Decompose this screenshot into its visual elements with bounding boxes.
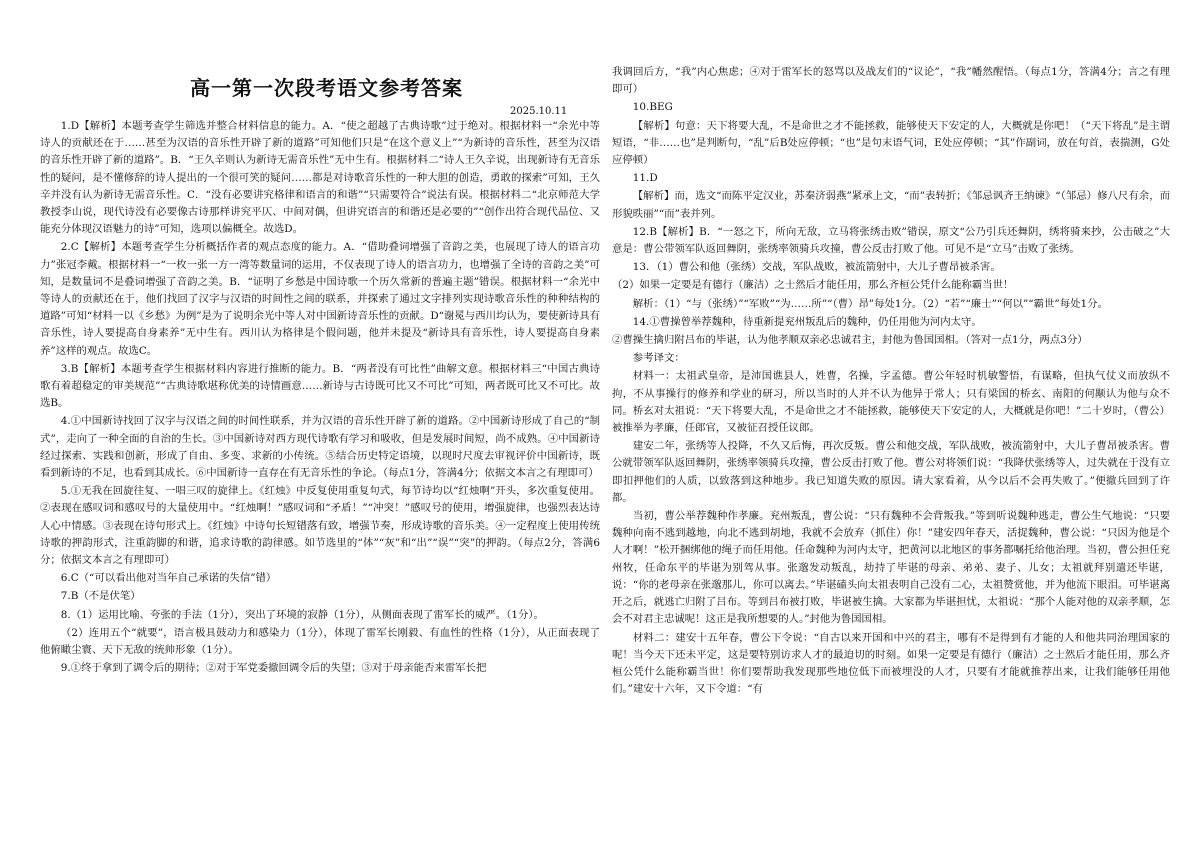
translation-wei-zhong: 当初，曹公举荐魏种作孝廉。兖州叛乱，曹公说：“只有魏种不会背叛我。”等到听说魏种逃走，曹公生气地说：“只要魏种向南不逃到越地，向北不逃到胡地，我就不会放弃（抓住）你！”建安四年春天，活捉魏种，曹公说：“只因为他是个人才啊！”松开捆绑他的绳子而任用他。任命魏种为河内太守，把黄河以北地区的事务都嘱托给他治理。当初，曹公担任兖州牧，任命东平的毕谌为别驾从事。张邈发动叛乱，劫持了毕谌的母亲、弟弟、妻子、儿女；太祖就拜别遣还毕谌，说：“你的老母亲在张邈那儿，你可以离去。”毕谌磕头向太祖表明自己没有二心，太祖赞赏他，并为他流下眼泪。可毕谌离开之后，就逃亡归附了吕布。等到吕布被打败，毕谌被生擒。大家都为毕谌担忧，太祖说：“那个人能对他的双亲孝顺，怎会不对君主忠诚呢！这正是我所想要的人。”封他为鲁国国相。: [612, 510, 1170, 626]
answer-13-2: （2）如果一定要是有德行（廉洁）之士然后才能任用，那么齐桓公凭什么能称霸当世！: [612, 279, 1014, 292]
answer-14-2: ②曹操生擒归附吕布的毕谌，认为他孝顺双亲必忠诚君主，封他为鲁国国相。（答对一点1分，两点3分）: [612, 334, 1088, 347]
document-date: 2025.10.11: [510, 106, 568, 117]
answer-2: 2.C【解析】本题考查学生分析概括作者的观点态度的能力。A．“借助叠词增强了音韵之美，也展现了诗人的语言功力”张冠李戴。根据材料一“一枚一张一方一湾等数量词的运用，不仅表现了诗人的语言功力，也增强了全诗的音韵之美”可知，是数量词不是叠词增强了音韵之美。B．“证明了乡愁是中国诗歌一个历久常新的普遍主题”错误。根据材料一“余光中等诗人的贡献还在于，他们找回了汉字与汉语的时间性之间的联系，并探索了通过文字排列实现诗歌音乐性的种种结构的道路”可知“材料一以《乡愁》为例”是为了说明余光中等人对中国新诗音乐性的贡献。D“谢冕与西川均认为，要使新诗具有音乐性，诗人要提高自身素养”无中生有。西川认为格律是个假问题，他并未提及“新诗具有音乐性，诗人要提高自身素养”这样的观点。故选C。: [40, 241, 600, 357]
answer-10-analysis: 【解析】句意：天下将要大乱，不是命世之才不能拯救，能够使天下安定的人，大概就是你吧！（“天下将乱”是主谓短语，“非……也”是判断句，“乱”后B处应停顿；“也”是句末语气词，E处应停顿；“其”作副词，放在句首，表揣测，G处应停顿）: [612, 119, 1170, 167]
answer-5: 5.①无我在回旋往复、一唱三叹的旋律上。《红烛》中反复使用重复句式，每节诗均以“红烛啊”开头，多次重复使用。②表现在感叹词和感叹号的大量使用中。“红烛啊！”感叹词和“矛盾！”“冲突！”感叹号的使用，增强旋律，也强烈表达诗人心中情感。③表现在诗句形式上。《红烛》中诗句长短错落有致，增强节奏，形成诗歌的音乐美。④一定程度上使用传统诗歌的押韵形式，注重韵脚的和谐，追求诗歌的韵律感。如节选里的“体”“灰”和“出”“误”“突”的押韵。（每点2分，答满6分；依据文本言之有理即可）: [40, 485, 600, 567]
answer-9-continued: 我调回后方，“我”内心焦虑；④对于雷军长的怒骂以及战友们的“议论”，“我”幡然醒悟。（每点1分，答满4分；言之有理即可）: [612, 66, 1170, 96]
translation-material-2: 材料二：建安十五年春，曹公下令说：“自古以来开国和中兴的君主，哪有不是得到有才能的人和他共同治理国家的呢！当今天下还未平定，这是要特别访求人才的最迫切的时刻。如果一定要是有德行（廉洁）之士然后才能任用，那么齐桓公凭什么能称霸当世！你们要帮助我发现那些地位低下而被埋没的人才，只要有才能就推荐出来，让我们能够任用他们。”建安十六年，又下令道：“有: [612, 631, 1170, 696]
answer-3: 3.B【解析】本题考查学生根据材料内容进行推断的能力。B．“两者没有可比性”曲解文意。根据材料三“中国古典诗歌有着超稳定的审美规范”“古典诗歌堪称优美的诗情画意……新诗与古诗既可比又不可比”可知，两者既可比又不可比。故选B。: [40, 362, 600, 410]
translation-heading: 参考译文：: [632, 352, 685, 365]
answer-6: 6.C（“可以看出他对当年自己承诺的失信”错）: [60, 572, 277, 585]
answer-1: 1.D【解析】本题考查学生筛选并整合材料信息的能力。A．“使之超越了古典诗歌”过于绝对。根据材料一“余光中等诗人的贡献还在于……甚至为汉语的音乐性开辟了新的道路”可知他们只是“在这个意义上”“为新诗的音乐性，甚至为汉语的音乐性开辟了新的道路”。B．“王久辛则认为新诗无需音乐性”无中生有。根据材料二“诗人王久辛说，出现新诗有无音乐性的疑问，是不懂修辞的诗人提出的一个很可笑的疑问……都是对诗歌音乐性的一种大胆的创造，勇敢的探索”可知，王久辛并没有认为新诗无需音乐性。C．“没有必要讲究格律和语言的和谐”“只需要符合”说法有误。根据材料二“北京师范大学教授李山说，现代诗没有必要像古诗那样讲究平仄、中间对偶，但讲究语言的和谐还是必要的”“创作出符合现代品位、又能充分体现汉语魅力的诗”可知，选项以偏概全。故选D。: [40, 120, 600, 236]
answer-9: 9.①终于拿到了调令后的期待；②对于军党委撤回调令后的失望；③对于母亲能否来雷军长把: [60, 662, 487, 675]
answer-8-2: （2）连用五个“就要”，语言极具鼓动力和感染力（1分），体现了雷军长刚毅、有血性的性格（1分），从正面表现了他俯瞰尘寰、天下无敌的统帅形象（1分）。: [40, 626, 600, 657]
answer-13-1: 13．（1）曹公和他（张绣）交战，军队战败，被流箭射中，大儿子曹昂被杀害。: [632, 261, 1001, 274]
answer-13-analysis: 解析：（1）“与（张绣）”“军败”“为……所”“（曹）昂”每处1分。（2）“若”“廉士”“何以”“霸世”每处1分。: [632, 297, 1108, 310]
answer-8-1: 8.（1）运用比喻、夸张的手法（1分），突出了环境的寂静（1分），从侧面表现了雷军长的威严。（1分）。: [60, 608, 544, 621]
answer-14-1: 14.①曹操曾举荐魏种，待重新提兖州叛乱后的魏种，仍任用他为河内太守。: [632, 315, 982, 328]
translation-jian-an-2: 建安二年，张绣等人投降，不久又后悔，再次反叛。曹公和他交战，军队战败，被流箭射中，大儿子曹昂被杀害。曹公就带领军队返回舞阴，张绣率领骑兵攻撞，曹公反击打败了他。曹公对将领们说：“我降伏张绣等人，过失就在于没有立即扣押他们的人质，以致落到这种地步。我已知道失败的原因。请大家看着，从今以后不会再失败了。”便撤兵回到了许都。: [612, 440, 1170, 504]
answer-10: 10.BEG: [632, 101, 673, 114]
translation-material-1: 材料一：太祖武皇帝，是沛国谯县人，姓曹，名操，字孟德。曹公年轻时机敏警悟，有谋略，但执气仗义而放纵不拘，不从事操行的修养和学业的研习，所以当时的人并不认为他异于常人；只有梁国的桥玄、南阳的何颙认为他与众不同。桥玄对太祖说：“天下将要大乱，不是命世之才不能拯救，能够使天下安定的人，大概就是你吧！”二十岁时，（曹公）被推举为孝廉，任郎官，又被征召授任议郎。: [612, 370, 1170, 435]
answer-7: 7.B（不是伏笔）: [60, 590, 141, 603]
answer-4: 4.①中国新诗找回了汉字与汉语之间的时间性联系，并为汉语的音乐性开辟了新的道路。②中国新诗形成了自己的“制式”，走向了一种全面的自治的生长。③中国新诗对西方现代诗歌有学习和吸收，但是发展时间短，尚不成熟。④中国新诗经过探索、实践和创新，形成了自由、多变、求新的小传统。⑤结合历史特定语境，以现时尺度去审视评价中国新诗，既看到新诗的不足，也看到其成长。⑥中国新诗一直存在有无音乐性的争论。（每点1分，答满4分；依据文本言之有理即可）: [40, 415, 600, 480]
right-column: [612, 64, 1170, 699]
page-title: 高一第一次段考语文参考答案: [190, 76, 463, 100]
answer-11: 11.D: [632, 172, 658, 185]
answer-11-analysis: 【解析】而，选文“而陈平定汉业，苏秦济弱燕”紧承上文，“而”表转折；《邹忌讽齐王纳谏》“（邹忌）修八尺有余，而形貌昳丽”“而”表并列。: [612, 190, 1170, 220]
answer-12: 12.B【解析】B．“一怒之下，所向无敌，立马将张绣击败”错误，原文“公乃引兵还舞阴，绣将骑来抄，公击破之”大意是：曹公带领军队返回舞阴，张绣率领骑兵攻撞，曹公反击打败了他。可见不是“立马”击败了张绣。: [612, 225, 1170, 256]
